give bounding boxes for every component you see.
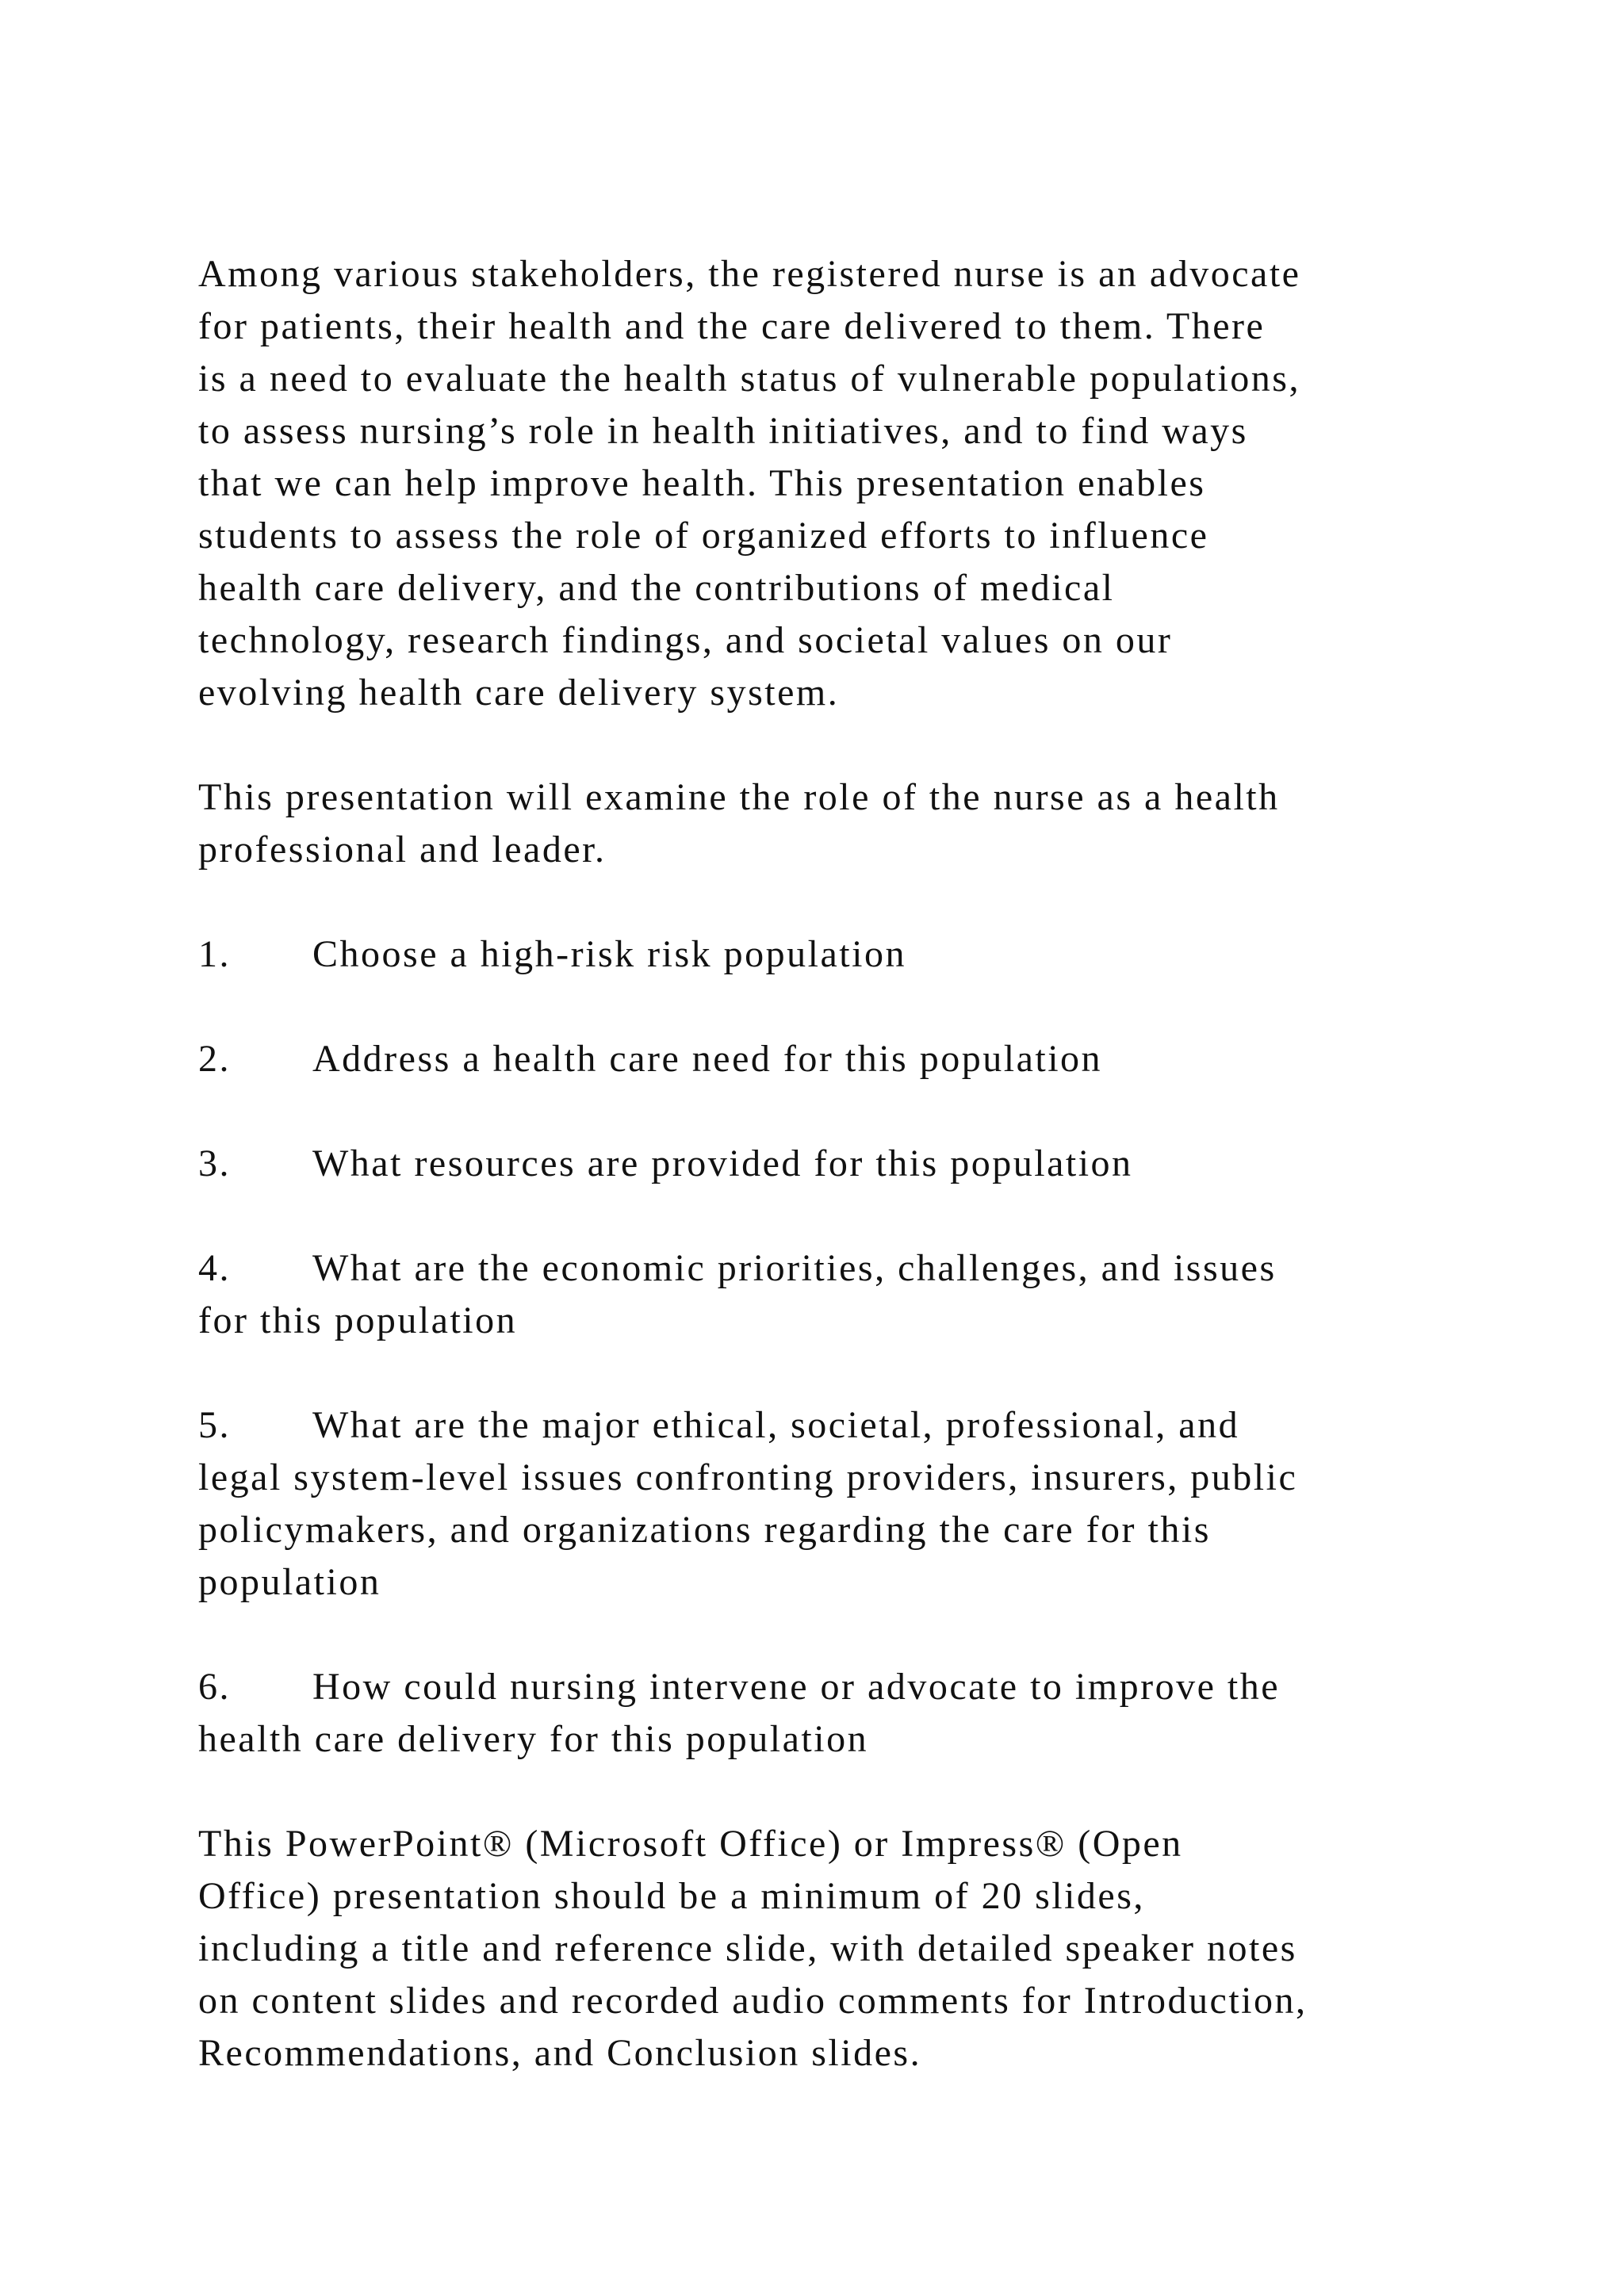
purpose-paragraph-line: This presentation will examine the role of the nurse as a health xyxy=(198,776,1280,818)
item-number: 4. xyxy=(198,1247,231,1289)
item-continuation-line: for this population xyxy=(198,1299,518,1341)
item-number: 5. xyxy=(198,1404,231,1446)
item-text: What are the economic priorities, challenges, and issues xyxy=(312,1247,1277,1289)
requirements-paragraph-line: This PowerPoint® (Microsoft Office) or Impress® (Open xyxy=(198,1823,1183,1865)
intro-paragraph-line: evolving health care delivery system. xyxy=(198,672,840,714)
intro-paragraph-line: is a need to evaluate the health status of vulnerable populations, xyxy=(198,358,1300,400)
item-continuation-line: legal system-level issues confronting providers, insurers, public xyxy=(198,1456,1298,1498)
requirements-paragraph-line: on content slides and recorded audio comments for Introduction, xyxy=(198,1980,1308,2022)
item-continuation-line: health care delivery for this population xyxy=(198,1718,869,1760)
requirements-paragraph-line: Recommendations, and Conclusion slides. xyxy=(198,2032,922,2074)
item-number: 1. xyxy=(198,933,231,975)
item-text: How could nursing intervene or advocate to improve the xyxy=(312,1666,1281,1708)
item-text: What resources are provided for this population xyxy=(312,1142,1133,1184)
purpose-paragraph-line: professional and leader. xyxy=(198,828,607,871)
item-continuation-line: policymakers, and organizations regarding the care for this xyxy=(198,1509,1211,1551)
intro-paragraph-line: technology, research findings, and societal values on our xyxy=(198,619,1173,661)
numbered-item xyxy=(198,1661,1280,1713)
item-number: 3. xyxy=(198,1142,231,1184)
item-text: Address a health care need for this population xyxy=(312,1038,1103,1080)
item-continuation-line: population xyxy=(198,1561,381,1603)
numbered-item xyxy=(198,1033,1102,1085)
intro-paragraph-line: students to assess the role of organized efforts to influence xyxy=(198,515,1209,557)
requirements-paragraph-line: Office) presentation should be a minimum of 20 slides, xyxy=(198,1875,1145,1917)
item-text: What are the major ethical, societal, professional, and xyxy=(312,1404,1240,1446)
item-number: 6. xyxy=(198,1666,231,1708)
intro-paragraph-line: to assess nursing’s role in health initiatives, and to find ways xyxy=(198,410,1248,452)
intro-paragraph-line: that we can help improve health. This presentation enables xyxy=(198,462,1206,504)
item-number: 2. xyxy=(198,1038,231,1080)
numbered-item xyxy=(198,1242,1277,1295)
intro-paragraph-line: Among various stakeholders, the registered nurse is an advocate xyxy=(198,253,1301,295)
numbered-item xyxy=(198,1399,1239,1452)
item-text: Choose a high-risk risk population xyxy=(312,933,906,975)
numbered-item xyxy=(198,928,906,981)
numbered-item xyxy=(198,1138,1133,1190)
intro-paragraph-line: for patients, their health and the care delivered to them. There xyxy=(198,305,1266,347)
intro-paragraph-line: health care delivery, and the contributions of medical xyxy=(198,567,1115,609)
requirements-paragraph-line: including a title and reference slide, with detailed speaker notes xyxy=(198,1927,1297,1969)
